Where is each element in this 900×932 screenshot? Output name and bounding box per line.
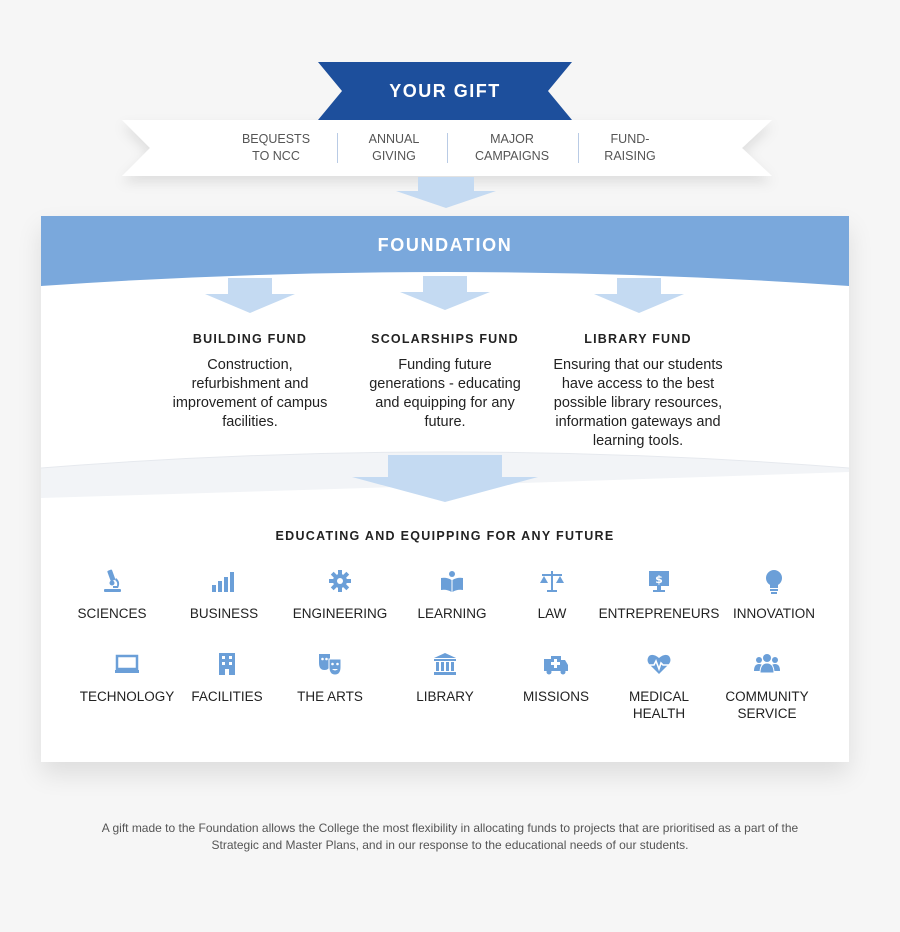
category-innovation (709, 568, 839, 622)
category-label: ENGINEERING (292, 606, 388, 621)
category-label: LIBRARY (416, 689, 474, 704)
library-icon (432, 651, 458, 677)
foundation-title: FOUNDATION (377, 235, 513, 255)
people-group-icon (754, 651, 780, 677)
fund-description: Funding future generations - educating and equipping for any future. (369, 357, 521, 430)
laptop-icon (114, 651, 140, 677)
category-label: FACILITIES (191, 689, 263, 704)
gear-icon (327, 568, 353, 594)
footer-note: A gift made to the Foundation allows the College the most flexibility in allocating funds to projects that are prioritised as a part of the Strategic and Master Plans, and in our response to the educational needs of our students. (101, 821, 799, 852)
category-entrepreneurs (594, 568, 724, 622)
fund-scholarships (345, 332, 545, 432)
category-label: ENTREPRENEURS (598, 606, 720, 621)
theater-masks-icon (317, 651, 343, 677)
category-business (159, 568, 289, 622)
fund-title: BUILDING FUND (192, 332, 308, 346)
source-label: ANNUAL GIVING (368, 132, 420, 163)
category-the-arts (265, 651, 395, 705)
arrow-library-fund (594, 278, 684, 313)
source-label: FUND- RAISING (604, 132, 656, 163)
category-label: LEARNING (417, 606, 487, 621)
fund-title: LIBRARY FUND (584, 332, 692, 346)
category-label: LAW (537, 606, 567, 621)
category-label: TECHNOLOGY (79, 689, 175, 704)
fund-building (150, 332, 350, 432)
category-sciences (47, 568, 177, 622)
category-label: MISSIONS (522, 689, 589, 704)
your-gift-title: YOUR GIFT (389, 80, 501, 101)
category-engineering (275, 568, 405, 622)
fund-description: Construction, refurbishment and improvement of campus facilities. (172, 357, 328, 430)
category-label: SCIENCES (77, 606, 147, 621)
svg-text:$: $ (655, 573, 663, 586)
category-label: INNOVATION (732, 606, 815, 621)
category-label: THE ARTS (297, 689, 363, 704)
scales-icon (539, 568, 565, 594)
ambulance-icon (543, 651, 569, 677)
open-book-icon (439, 568, 465, 594)
lightbulb-icon (761, 568, 787, 594)
money-monitor-icon (646, 568, 672, 594)
fund-title: SCOLARSHIPS FUND (371, 332, 519, 346)
building-icon (214, 651, 240, 677)
category-community-service (702, 651, 832, 722)
source-label: BEQUESTS TO NCC (241, 132, 311, 163)
arrow-scholarships-fund (400, 276, 490, 310)
category-label: MEDICAL HEALTH (628, 689, 689, 721)
future-title: EDUCATING AND EQUIPPING FOR ANY FUTURE (275, 529, 615, 543)
arrow-building-fund (205, 278, 295, 313)
fund-description: Ensuring that our students have access to the best possible library resources, information gateways and learning tools. (553, 357, 723, 449)
category-label: COMMUNITY SERVICE (725, 689, 809, 721)
bar-chart-icon (211, 568, 237, 594)
heart-pulse-icon (646, 651, 672, 677)
source-label: MAJOR CAMPAIGNS (474, 132, 550, 163)
category-label: BUSINESS (189, 606, 259, 621)
fund-library (538, 332, 738, 451)
microscope-icon (99, 568, 125, 594)
